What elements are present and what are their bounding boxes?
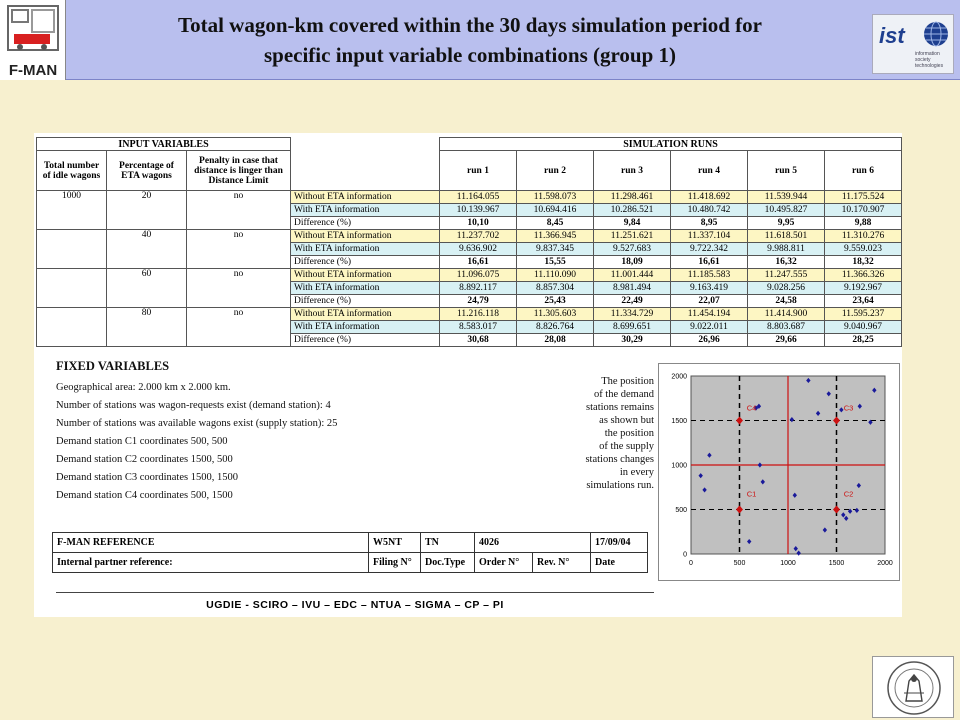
document-panel — [34, 133, 902, 617]
note-line: simulations run. — [586, 480, 654, 491]
col-penalty: Penalty in case that distance is linger than Distance Limit — [187, 151, 291, 191]
value-cell: 11.598.073 — [517, 191, 594, 204]
difference-cell: 26,96 — [671, 334, 748, 347]
value-cell: 10.170.907 — [825, 204, 902, 217]
demand-station-label: C1 — [746, 489, 757, 499]
ref-cell: TN — [421, 533, 475, 553]
wagon-logo-icon — [6, 4, 60, 52]
value-cell: 10.694.416 — [517, 204, 594, 217]
difference-cell: 18,09 — [594, 256, 671, 269]
ref-cell: W5NT — [369, 533, 421, 553]
x-tick-label: 2000 — [877, 560, 893, 567]
y-tick-label: 0 — [683, 551, 687, 559]
ref-cell: Rev. N° — [533, 553, 591, 573]
difference-cell: 10,10 — [440, 217, 517, 230]
value-cell: 9.837.345 — [517, 243, 594, 256]
value-cell: 9.022.011 — [671, 321, 748, 334]
fixed-variables — [56, 359, 416, 506]
row-label: Without ETA information — [291, 191, 440, 204]
x-tick-label: 500 — [733, 560, 746, 567]
col-run: run 1 — [440, 151, 517, 191]
ref-cell: 17/09/04 — [591, 533, 648, 553]
value-cell: 11.305.603 — [517, 308, 594, 321]
value-cell: 8.583.017 — [440, 321, 517, 334]
col-eta-percentage: Percentage of ETA wagons — [107, 151, 187, 191]
x-tick-label: 1500 — [828, 560, 845, 567]
value-cell: 10.139.967 — [440, 204, 517, 217]
idle-wagons-cell — [37, 269, 107, 308]
table-row — [37, 308, 902, 321]
value-cell: 11.247.555 — [748, 269, 825, 282]
value-cell: 9.636.902 — [440, 243, 517, 256]
table-row — [37, 269, 902, 282]
y-tick-label: 1500 — [671, 418, 687, 425]
demand-station-label: C3 — [843, 403, 854, 413]
university-seal — [872, 656, 954, 718]
value-cell: 11.366.326 — [825, 269, 902, 282]
page-title-line2: specific input variable combinations (group 1) — [263, 43, 677, 67]
value-cell: 10.286.521 — [594, 204, 671, 217]
value-cell: 9.192.967 — [825, 282, 902, 295]
value-cell: 9.988.811 — [748, 243, 825, 256]
difference-cell: 30,68 — [440, 334, 517, 347]
table-row — [37, 191, 902, 204]
y-tick-label: 1000 — [671, 462, 687, 470]
value-cell: 11.164.055 — [440, 191, 517, 204]
idle-wagons-cell — [37, 308, 107, 347]
row-label: Without ETA information — [291, 308, 440, 321]
globe-icon — [923, 21, 949, 47]
row-label: With ETA information — [291, 204, 440, 217]
row-label: Difference (%) — [291, 295, 440, 308]
table-row — [37, 230, 902, 243]
note-line: The position — [601, 376, 654, 387]
note-line: as shown but — [599, 415, 654, 426]
col-run: run 6 — [825, 151, 902, 191]
col-run: run 2 — [517, 151, 594, 191]
row-label: Difference (%) — [291, 217, 440, 230]
demand-station-label: C4 — [746, 403, 757, 413]
seal-icon — [873, 657, 955, 719]
value-cell: 10.495.827 — [748, 204, 825, 217]
penalty-cell: no — [187, 269, 291, 308]
value-cell: 11.539.944 — [748, 191, 825, 204]
simulation-table — [36, 137, 902, 347]
difference-cell: 9,88 — [825, 217, 902, 230]
blank-cell — [291, 138, 440, 191]
eta-percentage-cell: 80 — [107, 308, 187, 347]
penalty-cell: no — [187, 308, 291, 347]
ref-cell: Filing N° — [369, 553, 421, 573]
penalty-cell: no — [187, 230, 291, 269]
note-line: in every — [619, 467, 654, 478]
col-run: run 4 — [671, 151, 748, 191]
value-cell: 11.237.702 — [440, 230, 517, 243]
value-cell: 9.040.967 — [825, 321, 902, 334]
difference-cell: 28,08 — [517, 334, 594, 347]
value-cell: 11.096.075 — [440, 269, 517, 282]
reference-table — [52, 532, 648, 573]
note-line: the position — [604, 428, 654, 439]
difference-cell: 30,29 — [594, 334, 671, 347]
simulation-runs-header: SIMULATION RUNS — [440, 138, 902, 151]
fixed-variable-line: Demand station C1 coordinates 500, 500 — [56, 436, 228, 447]
value-cell: 8.803.687 — [748, 321, 825, 334]
difference-cell: 22,07 — [671, 295, 748, 308]
fixed-variable-line: Demand station C3 coordinates 1500, 1500 — [56, 472, 238, 483]
difference-cell: 24,79 — [440, 295, 517, 308]
note-line: of the supply — [599, 441, 654, 452]
idle-wagons-cell: 1000 — [37, 191, 107, 230]
value-cell: 11.595.237 — [825, 308, 902, 321]
value-cell: 11.454.194 — [671, 308, 748, 321]
ref-cell: Date — [591, 553, 648, 573]
ref-title: F-MAN REFERENCE — [53, 533, 369, 553]
eta-percentage-cell: 40 — [107, 230, 187, 269]
value-cell: 11.251.621 — [594, 230, 671, 243]
col-idle-wagons: Total number of idle wagons — [37, 151, 107, 191]
value-cell: 8.826.764 — [517, 321, 594, 334]
row-label: Without ETA information — [291, 230, 440, 243]
demand-station-label: C2 — [843, 489, 854, 499]
difference-cell: 9,95 — [748, 217, 825, 230]
station-scatter-chart — [658, 363, 900, 581]
fman-logo — [0, 0, 66, 80]
scatter-plot-svg — [659, 364, 899, 580]
row-label: Difference (%) — [291, 334, 440, 347]
ref-cell: Order N° — [475, 553, 533, 573]
ref-cell: Doc.Type — [421, 553, 475, 573]
difference-cell: 18,32 — [825, 256, 902, 269]
ref-label: Internal partner reference: — [53, 553, 369, 573]
difference-cell: 22,49 — [594, 295, 671, 308]
value-cell: 11.337.104 — [671, 230, 748, 243]
row-label: With ETA information — [291, 282, 440, 295]
penalty-cell: no — [187, 191, 291, 230]
footer-divider — [56, 592, 654, 593]
value-cell: 9.527.683 — [594, 243, 671, 256]
fixed-variables-title: FIXED VARIABLES — [56, 359, 170, 373]
note-line: stations remains — [586, 402, 654, 413]
value-cell: 11.185.583 — [671, 269, 748, 282]
difference-cell: 16,32 — [748, 256, 825, 269]
value-cell: 9.559.023 — [825, 243, 902, 256]
difference-cell: 16,61 — [671, 256, 748, 269]
col-run: run 5 — [748, 151, 825, 191]
row-label: Without ETA information — [291, 269, 440, 282]
fixed-variable-line: Number of stations was available wagons exist (supply station): 25 — [56, 418, 338, 429]
value-cell: 8.699.651 — [594, 321, 671, 334]
difference-cell: 28,25 — [825, 334, 902, 347]
value-cell: 11.110.090 — [517, 269, 594, 282]
note-line: of the demand — [593, 389, 654, 400]
value-cell: 11.418.692 — [671, 191, 748, 204]
y-tick-label: 2000 — [671, 373, 687, 381]
ref-cell: 4026 — [475, 533, 591, 553]
value-cell: 9.163.419 — [671, 282, 748, 295]
value-cell: 8.981.494 — [594, 282, 671, 295]
ist-logo-subtitle: information society technologies — [915, 51, 944, 69]
value-cell: 11.001.444 — [594, 269, 671, 282]
value-cell: 9.028.256 — [748, 282, 825, 295]
difference-cell: 23,64 — [825, 295, 902, 308]
ist-logo-text: ist — [879, 23, 905, 48]
difference-cell: 9,84 — [594, 217, 671, 230]
row-label: With ETA information — [291, 243, 440, 256]
header-bar — [0, 0, 960, 80]
fixed-variable-line: Geographical area: 2.000 km x 2.000 km. — [56, 382, 231, 393]
value-cell: 11.298.461 — [594, 191, 671, 204]
value-cell: 9.722.342 — [671, 243, 748, 256]
page-title-line1: Total wagon-km covered within the 30 days simulation period for — [178, 13, 762, 37]
difference-cell: 8,45 — [517, 217, 594, 230]
difference-cell: 24,58 — [748, 295, 825, 308]
ist-logo — [872, 14, 954, 74]
difference-cell: 25,43 — [517, 295, 594, 308]
value-cell: 11.366.945 — [517, 230, 594, 243]
value-cell: 8.857.304 — [517, 282, 594, 295]
col-run: run 3 — [594, 151, 671, 191]
value-cell: 11.175.524 — [825, 191, 902, 204]
value-cell: 11.414.900 — [748, 308, 825, 321]
row-label: With ETA information — [291, 321, 440, 334]
eta-percentage-cell: 60 — [107, 269, 187, 308]
fixed-variable-line: Demand station C4 coordinates 500, 1500 — [56, 490, 233, 501]
value-cell: 11.618.501 — [748, 230, 825, 243]
input-variables-header: INPUT VARIABLES — [37, 138, 291, 151]
fixed-variable-line: Demand station C2 coordinates 1500, 500 — [56, 454, 233, 465]
page-title — [80, 10, 860, 70]
value-cell: 11.216.118 — [440, 308, 517, 321]
partners-footer: UGDIE - SCIRO – IVU – EDC – NTUA – SIGMA – CP – PI — [206, 599, 504, 611]
x-tick-label: 1000 — [780, 560, 796, 567]
x-tick-label: 0 — [689, 560, 693, 567]
difference-cell: 15,55 — [517, 256, 594, 269]
y-tick-label: 500 — [675, 507, 687, 514]
difference-cell: 16,61 — [440, 256, 517, 269]
difference-cell: 29,66 — [748, 334, 825, 347]
row-label: Difference (%) — [291, 256, 440, 269]
eta-percentage-cell: 20 — [107, 191, 187, 230]
position-note — [554, 375, 654, 492]
fixed-variable-line: Number of stations was wagon-requests exist (demand station): 4 — [56, 400, 331, 411]
value-cell: 11.334.729 — [594, 308, 671, 321]
value-cell: 8.892.117 — [440, 282, 517, 295]
value-cell: 11.310.276 — [825, 230, 902, 243]
difference-cell: 8,95 — [671, 217, 748, 230]
value-cell: 10.480.742 — [671, 204, 748, 217]
idle-wagons-cell — [37, 230, 107, 269]
fman-logo-text: F-MAN — [8, 62, 58, 79]
note-line: stations changes — [585, 454, 654, 465]
